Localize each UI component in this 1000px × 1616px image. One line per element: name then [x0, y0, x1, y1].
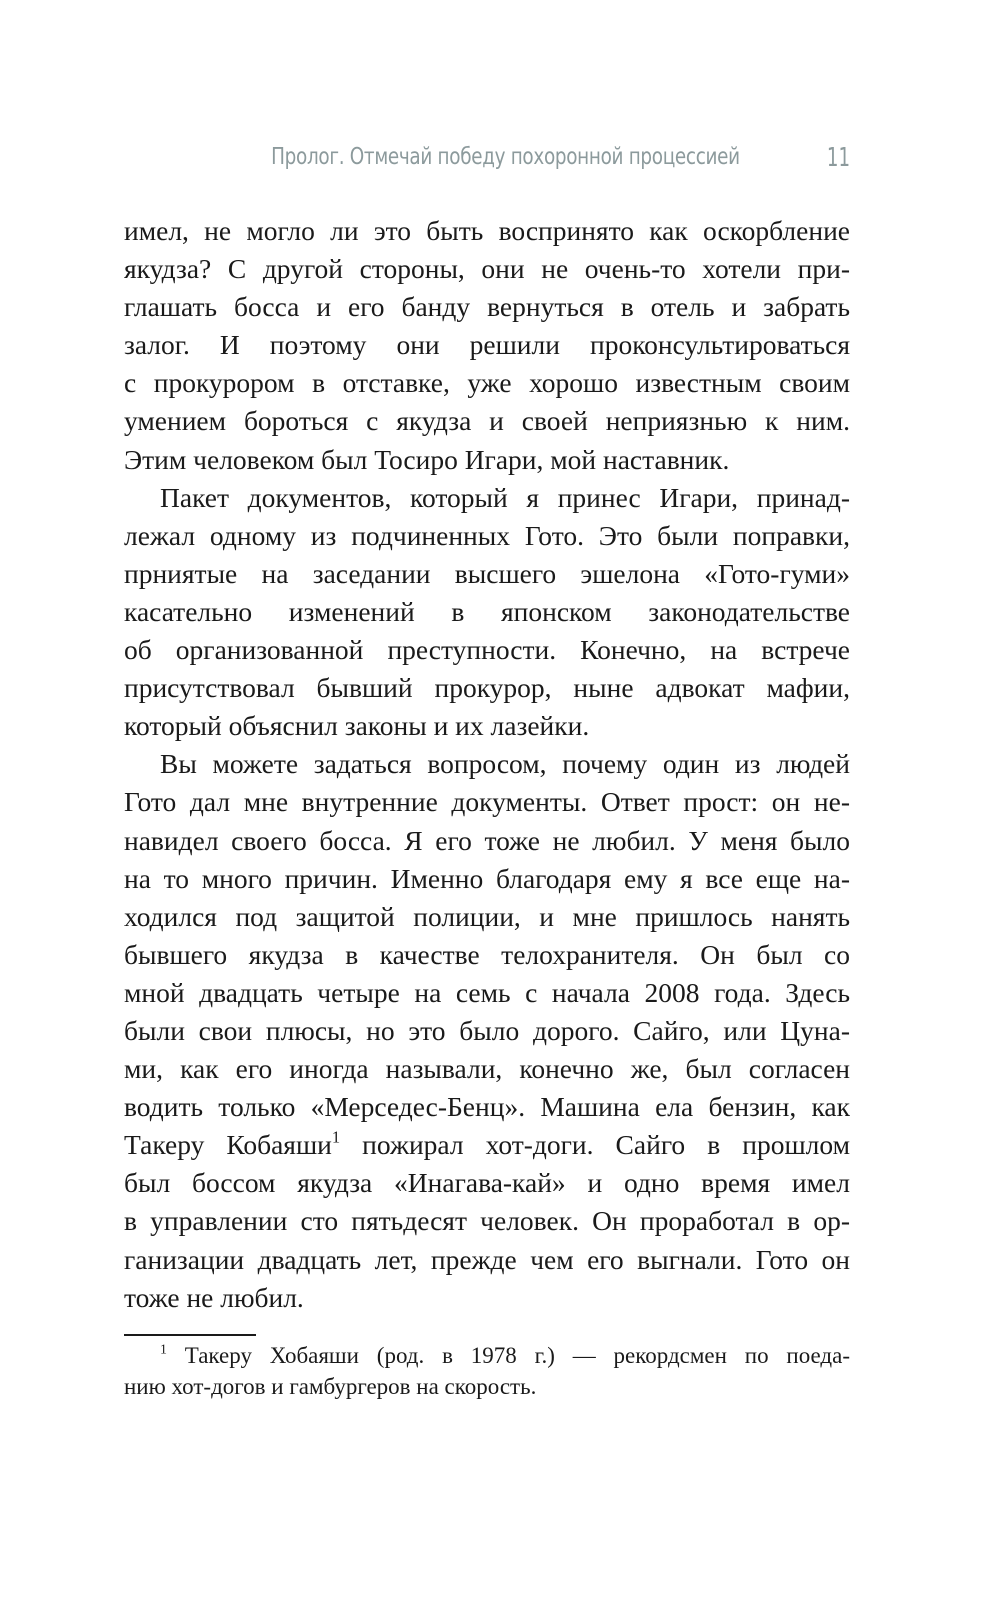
text-line: с прокурором в отставке, уже хорошо известным своим: [124, 367, 850, 399]
text-line: Этим человеком был Тосиро Игари, мой наставник.: [124, 443, 730, 475]
footnote-line: нию хот-догов и гамбургеров на скорость.: [124, 1374, 537, 1399]
body-text: [124, 212, 850, 1317]
text-line: в управлении сто пятьдесят человек. Он проработал в ор-: [124, 1205, 850, 1237]
text-line: мной двадцать четыре на семь с начала 2008 года. Здесь: [124, 976, 850, 1008]
text-line: [124, 1126, 850, 1164]
text-line: глашать босса и его банду вернуться в отель и забрать: [124, 291, 850, 323]
footnote-reference[interactable]: 1: [331, 1127, 341, 1147]
text-line: прниятые на заседании высшего эшелона «Гото-гуми»: [124, 557, 850, 589]
text-line: навидел своего босса. Я его тоже не любил. У меня было: [124, 824, 850, 856]
text-line: имел, не могло ли это быть воспринято как оскорбление: [124, 215, 850, 246]
text-line: бывшего якудза в качестве телохранителя. Он был со: [124, 938, 850, 970]
text-line: касательно изменений в японском законодательстве: [124, 595, 850, 627]
text-line: присутствовал бывший прокурор, ныне адвокат мафии,: [124, 672, 850, 704]
text-line: тоже не любил.: [124, 1281, 304, 1313]
text-line: Пакет документов, который я принес Игари, принад-: [160, 481, 850, 513]
text-line: Гото дал мне внутренние документы. Ответ прост: он не-: [124, 786, 850, 818]
page-number: 11: [826, 143, 850, 173]
footnote-text: Такеру Хобаяши (род. в 1978 г.) — рекордсмен по поеда-: [166, 1343, 850, 1368]
text-line: были свои плюсы, но это было дорого. Сайго, или Цуна-: [124, 1014, 850, 1046]
text-fragment: Такеру Кобаяши: [124, 1129, 332, 1161]
text-line: ми, как его иногда называли, конечно же, был согласен: [124, 1053, 850, 1085]
text-line: ходился под защитой полиции, и мне пришлось нанять: [124, 900, 850, 932]
text-line: якудза? С другой стороны, они не очень-то хотели при-: [124, 253, 850, 285]
text-line: был боссом якудза «Инагава-кай» и одно время имел: [124, 1167, 850, 1199]
running-title: Пролог. Отмечай победу похоронной процессией: [271, 144, 740, 170]
running-head: [124, 144, 850, 184]
text-line: об организованной преступности. Конечно, на встрече: [124, 634, 850, 666]
footnotes: [124, 1340, 850, 1402]
text-line: Вы можете задаться вопросом, почему один из людей: [160, 748, 850, 780]
text-line: ганизации двадцать лет, прежде чем его выгнали. Гото он: [124, 1243, 850, 1275]
text-line: умением бороться с якудза и своей неприязнью к ним.: [124, 405, 850, 437]
text-line: залог. И поэтому они решили проконсультироваться: [124, 329, 850, 361]
text-line: водить только «Мерседес-Бенц». Машина ела бензин, как: [124, 1091, 850, 1123]
footnote-line: [124, 1340, 850, 1371]
text-line: на то много причин. Именно благодаря ему я все еще на-: [124, 862, 850, 894]
text-fragment: пожирал хот-доги. Сайго в прошлом: [340, 1129, 850, 1161]
footnote-marker: 1: [160, 1341, 167, 1357]
text-line: лежал одному из подчиненных Гото. Это были поправки,: [124, 519, 850, 551]
footnote-divider: [124, 1334, 256, 1336]
text-line: который объяснил законы и их лазейки.: [124, 710, 590, 742]
